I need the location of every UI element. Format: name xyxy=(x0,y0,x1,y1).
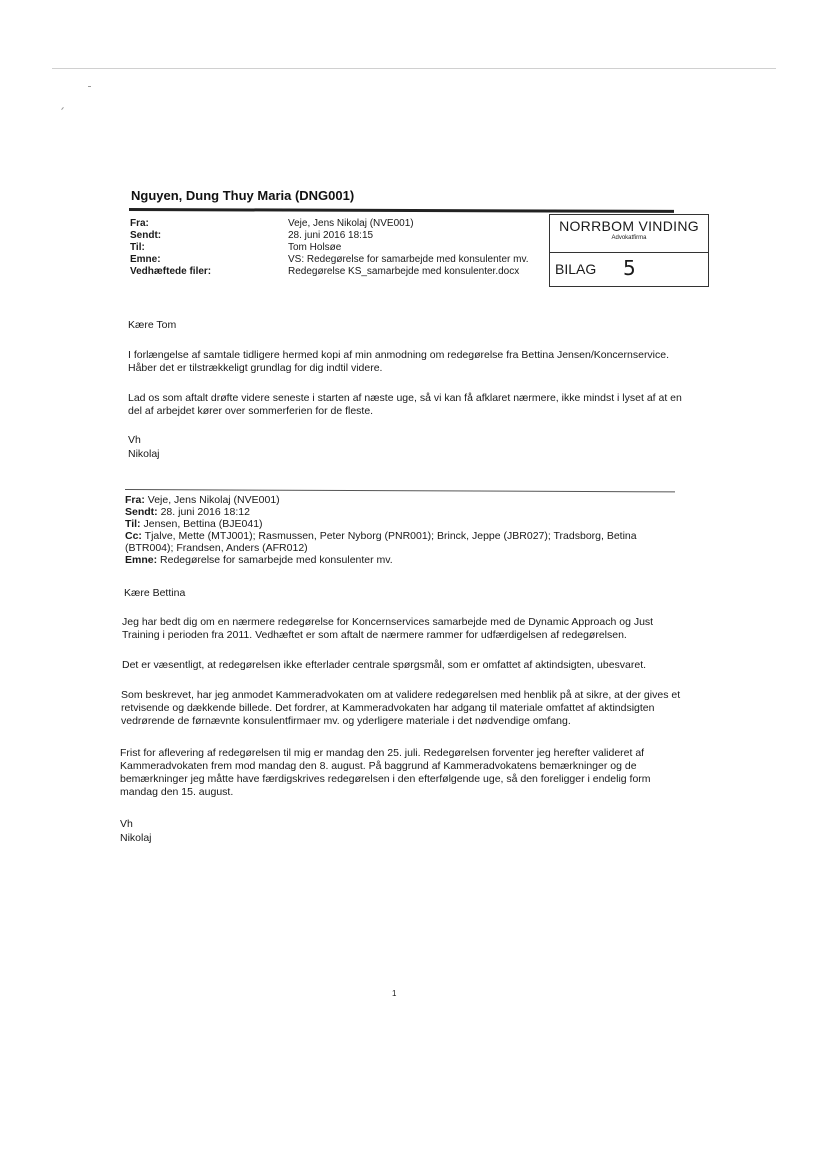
forwarded-paragraph: Det er væsentligt, at redegørelsen ikke efterlader centrale spørgsmål, som er omfattet af aktindsigten, ubesvaret. xyxy=(122,659,647,671)
forward-divider xyxy=(125,489,675,492)
message-signoff: Vh xyxy=(128,434,141,446)
fwd-header-sent xyxy=(125,506,685,518)
header-from xyxy=(130,218,550,230)
scan-speck xyxy=(61,107,64,110)
forwarded-paragraph: Frist for aflevering af redegørelsen til mig er mandag den 25. juli. Redegørelsen forventer jeg herefter valideret af Kammeradvokaten frem mod mandag den 8. august. På baggrund af Kammeradvokatens bemærkninger og de bemærkninger jeg måtte have færdigskrives redegørelsen i den efterfølgende uge, så den foreligger i endelig form mandag den 15. august. xyxy=(120,747,651,798)
header-label: Sendt: xyxy=(130,230,162,241)
message-paragraph: I forlængelse af samtale tidligere hermed kopi af min anmodning om redegørelse fra Bettina Jensen/Koncernservice. Håber det er tilstrækkeligt grundlag for dig indtil videre. xyxy=(128,349,670,374)
forwarded-signature: Nikolaj xyxy=(120,832,152,844)
fwd-label: Til: xyxy=(125,518,141,530)
fwd-header-to xyxy=(125,518,685,530)
header-to xyxy=(130,242,550,254)
header-value: Tom Holsøe xyxy=(288,242,342,253)
forwarded-paragraph: Som beskrevet, har jeg anmodet Kammeradvokaten om at validere redegørelsen med henblik på at sikre, at der gives et retvisende og dækkende billede. Det fordrer, at Kammeradvokaten har adgang til materiale omfattet af aktindsigten vedrørende de førnævnte konsulentfirmaer mv. og yderligere materiale i det nødvendige omfang. xyxy=(121,689,681,727)
header-attachments xyxy=(130,266,550,278)
fwd-value: 28. juni 2016 18:12 xyxy=(160,506,250,518)
header-label: Fra: xyxy=(130,218,149,229)
stamp-subtitle: Advokatfirma xyxy=(611,235,647,241)
email-headers xyxy=(130,218,550,278)
page-number: 1 xyxy=(392,989,397,998)
scan-speck xyxy=(88,86,91,87)
fwd-label: Emne: xyxy=(125,554,158,566)
forwarded-signoff: Vh xyxy=(120,818,133,830)
forwarded-paragraph: Jeg har bedt dig om en nærmere redegørelse for Koncernservices samarbejde med de Dynamic Approach og Just Training i perioden fra 2011. Vedhæftet er som aftalt de nærmere rammer for udfærdigelsen af redegørelsen. xyxy=(122,616,654,641)
sender-name: Nguyen, Dung Thuy Maria (DNG001) xyxy=(131,188,355,203)
stamp-number: 5 xyxy=(623,256,636,280)
header-label: Til: xyxy=(130,242,145,253)
header-label: Emne: xyxy=(130,254,161,265)
message-paragraph: Lad os som aftalt drøfte videre seneste i starten af næste uge, så vi kan få afklaret nærmere, ikke mindst i lyset af at en del af arbejdet kører over sommerferien for de fleste. xyxy=(128,392,682,417)
fwd-label: Sendt: xyxy=(125,506,158,518)
forwarded-greeting: Kære Bettina xyxy=(124,587,186,599)
fwd-header-subject xyxy=(125,554,685,566)
page-top-rule xyxy=(52,68,776,69)
message-signature: Nikolaj xyxy=(128,448,160,460)
fwd-header-cc xyxy=(125,530,685,554)
header-rule xyxy=(129,208,674,213)
fwd-value: Veje, Jens Nikolaj (NVE001) xyxy=(147,494,280,506)
forwarded-headers xyxy=(125,494,685,566)
header-subject xyxy=(130,254,550,266)
fwd-header-from xyxy=(125,494,685,506)
stamp-firm: NORRBOM VINDING xyxy=(559,218,699,234)
stamp-label: BILAG xyxy=(555,261,597,277)
fwd-value: Jensen, Bettina (BJE041) xyxy=(143,518,263,530)
fwd-label: Cc: xyxy=(125,530,142,542)
header-label: Vedhæftede filer: xyxy=(130,266,212,277)
stamp-divider xyxy=(550,252,708,253)
fwd-value: Redegørelse for samarbejde med konsulenter mv. xyxy=(160,554,393,566)
fwd-value: Tjalve, Mette (MTJ001); Rasmussen, Peter Nyborg (PNR001); Brinck, Jeppe (JBR027); Tradsborg, Betina (BTR004); Frandsen, Anders (AFR012) xyxy=(125,530,637,554)
header-value: VS: Redegørelse for samarbejde med konsulenter mv. xyxy=(288,254,529,265)
header-value: Veje, Jens Nikolaj (NVE001) xyxy=(288,218,414,229)
exhibit-stamp xyxy=(549,214,709,287)
message-greeting: Kære Tom xyxy=(128,319,177,331)
header-value: 28. juni 2016 18:15 xyxy=(288,230,374,241)
header-sent xyxy=(130,230,550,242)
fwd-label: Fra: xyxy=(125,494,145,506)
header-value: Redegørelse KS_samarbejde med konsulenter.docx xyxy=(288,266,520,277)
